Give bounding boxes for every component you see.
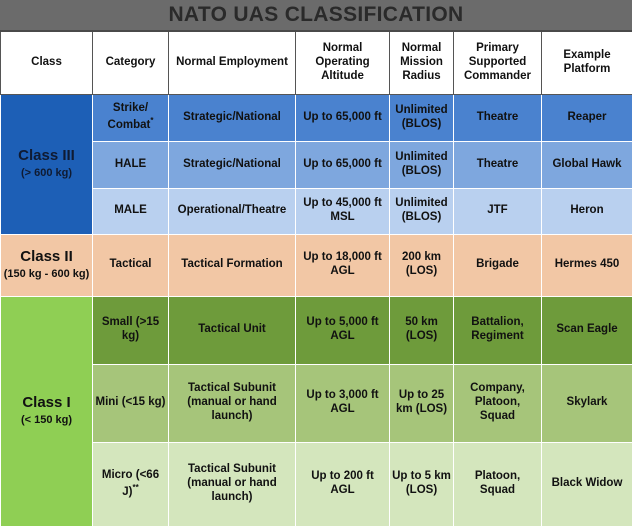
employment-cell: Tactical Subunit (manual or hand launch) bbox=[169, 364, 296, 442]
class-label: Class III bbox=[18, 147, 75, 164]
radius-cell: 50 km (LOS) bbox=[390, 296, 454, 364]
class-weight: (> 600 kg) bbox=[3, 167, 90, 180]
radius-cell: 200 km (LOS) bbox=[390, 234, 454, 296]
commander-cell: Theatre bbox=[454, 141, 542, 188]
radius-cell: Unlimited (BLOS) bbox=[390, 94, 454, 141]
footnote-mark: * bbox=[150, 116, 153, 125]
header-row bbox=[1, 32, 632, 94]
class-iii-cell bbox=[1, 94, 93, 234]
radius-cell: Up to 5 km (LOS) bbox=[390, 442, 454, 526]
commander-cell: Company, Platoon, Squad bbox=[454, 364, 542, 442]
table-row bbox=[1, 234, 632, 296]
class-weight: (< 150 kg) bbox=[3, 414, 90, 427]
platform-cell: Scan Eagle bbox=[542, 296, 632, 364]
table-row bbox=[1, 364, 632, 442]
class-weight: (150 kg - 600 kg) bbox=[3, 268, 90, 281]
employment-cell: Tactical Formation bbox=[169, 234, 296, 296]
category-cell: Strike/ Combat* bbox=[93, 94, 169, 141]
employment-cell: Tactical Subunit (manual or hand launch) bbox=[169, 442, 296, 526]
header-normal-employment: Normal Employment bbox=[169, 32, 296, 94]
table-row bbox=[1, 442, 632, 526]
altitude-cell: Up to 200 ft AGL bbox=[296, 442, 390, 526]
radius-cell: Up to 25 km (LOS) bbox=[390, 364, 454, 442]
header-category: Category bbox=[93, 32, 169, 94]
table-row bbox=[1, 141, 632, 188]
platform-cell: Skylark bbox=[542, 364, 632, 442]
category-cell: Small (>15 kg) bbox=[93, 296, 169, 364]
altitude-cell: Up to 65,000 ft bbox=[296, 141, 390, 188]
category-cell: MALE bbox=[93, 188, 169, 234]
altitude-cell: Up to 3,000 ft AGL bbox=[296, 364, 390, 442]
radius-cell: Unlimited (BLOS) bbox=[390, 188, 454, 234]
platform-cell: Global Hawk bbox=[542, 141, 632, 188]
classification-table bbox=[0, 32, 632, 527]
page-title: NATO UAS CLASSIFICATION bbox=[0, 0, 632, 32]
category-cell: HALE bbox=[93, 141, 169, 188]
commander-cell: Brigade bbox=[454, 234, 542, 296]
header-example-platform: Example Platform bbox=[542, 32, 632, 94]
employment-cell: Strategic/National bbox=[169, 141, 296, 188]
header-mission-radius: Normal Mission Radius bbox=[390, 32, 454, 94]
employment-cell: Tactical Unit bbox=[169, 296, 296, 364]
commander-cell: Battalion, Regiment bbox=[454, 296, 542, 364]
altitude-cell: Up to 45,000 ft MSL bbox=[296, 188, 390, 234]
category-cell: Micro (<66 J)** bbox=[93, 442, 169, 526]
class-i-cell bbox=[1, 296, 93, 526]
category-cell: Mini (<15 kg) bbox=[93, 364, 169, 442]
header-class: Class bbox=[1, 32, 93, 94]
header-supported-commander: Primary Supported Commander bbox=[454, 32, 542, 94]
platform-cell: Heron bbox=[542, 188, 632, 234]
table-row bbox=[1, 94, 632, 141]
employment-cell: Operational/Theatre bbox=[169, 188, 296, 234]
platform-cell: Black Widow bbox=[542, 442, 632, 526]
altitude-cell: Up to 65,000 ft bbox=[296, 94, 390, 141]
class-ii-cell bbox=[1, 234, 93, 296]
altitude-cell: Up to 5,000 ft AGL bbox=[296, 296, 390, 364]
employment-cell: Strategic/National bbox=[169, 94, 296, 141]
category-cell: Tactical bbox=[93, 234, 169, 296]
class-label: Class II bbox=[20, 248, 73, 265]
commander-cell: Platoon, Squad bbox=[454, 442, 542, 526]
platform-cell: Reaper bbox=[542, 94, 632, 141]
footnote-mark: ** bbox=[133, 483, 139, 492]
platform-cell: Hermes 450 bbox=[542, 234, 632, 296]
header-operating-altitude: Normal Operating Altitude bbox=[296, 32, 390, 94]
commander-cell: JTF bbox=[454, 188, 542, 234]
radius-cell: Unlimited (BLOS) bbox=[390, 141, 454, 188]
class-label: Class I bbox=[22, 394, 70, 411]
table-row bbox=[1, 296, 632, 364]
altitude-cell: Up to 18,000 ft AGL bbox=[296, 234, 390, 296]
commander-cell: Theatre bbox=[454, 94, 542, 141]
table-row bbox=[1, 188, 632, 234]
